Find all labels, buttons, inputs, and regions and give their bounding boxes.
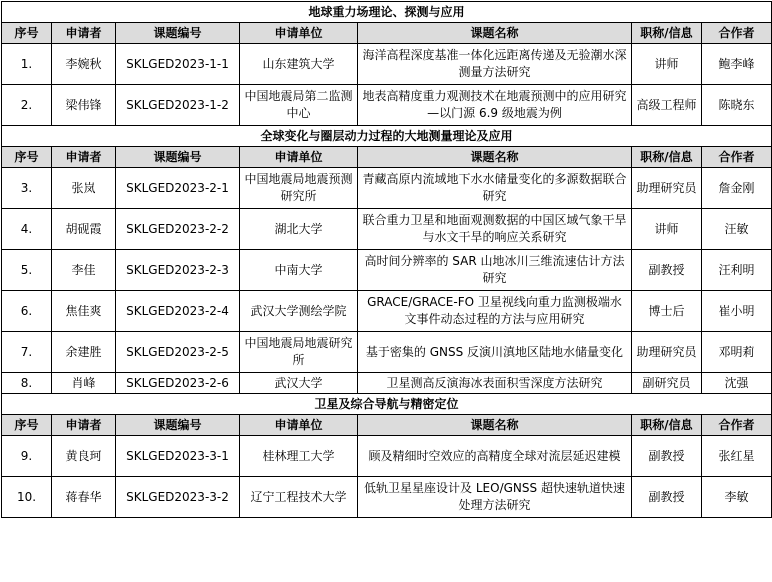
header-applicant: 申请者 bbox=[52, 23, 116, 44]
cell-position: 副教授 bbox=[632, 477, 702, 518]
cell-position: 副研究员 bbox=[632, 373, 702, 394]
header-applicant: 申请者 bbox=[52, 415, 116, 436]
cell-unit: 桂林理工大学 bbox=[240, 436, 358, 477]
table-row bbox=[2, 44, 772, 85]
section-title: 全球变化与圈层动力过程的大地测量理论及应用 bbox=[2, 126, 772, 147]
cell-code: SKLGED2023-2-1 bbox=[116, 168, 240, 209]
header-no: 序号 bbox=[2, 415, 52, 436]
cell-title: 高时间分辨率的 SAR 山地冰川三维流速估计方法研究 bbox=[358, 250, 632, 291]
cell-partner: 李敏 bbox=[702, 477, 772, 518]
header-no: 序号 bbox=[2, 147, 52, 168]
cell-code: SKLGED2023-2-6 bbox=[116, 373, 240, 394]
column-header-row bbox=[2, 23, 772, 44]
cell-title: 低轨卫星星座设计及 LEO/GNSS 超快速轨道快速处理方法研究 bbox=[358, 477, 632, 518]
cell-applicant: 焦佳爽 bbox=[52, 291, 116, 332]
cell-position: 副教授 bbox=[632, 436, 702, 477]
cell-applicant: 肖峰 bbox=[52, 373, 116, 394]
cell-unit: 武汉大学 bbox=[240, 373, 358, 394]
cell-code: SKLGED2023-1-2 bbox=[116, 85, 240, 126]
cell-code: SKLGED2023-2-2 bbox=[116, 209, 240, 250]
header-partner: 合作者 bbox=[702, 23, 772, 44]
table-row bbox=[2, 477, 772, 518]
cell-title: 海洋高程深度基准一体化远距离传递及无验潮水深测量方法研究 bbox=[358, 44, 632, 85]
cell-position: 助理研究员 bbox=[632, 332, 702, 373]
header-applicant: 申请者 bbox=[52, 147, 116, 168]
cell-applicant: 张岚 bbox=[52, 168, 116, 209]
cell-position: 高级工程师 bbox=[632, 85, 702, 126]
projects-table bbox=[1, 1, 772, 518]
header-position: 职称/信息 bbox=[632, 147, 702, 168]
header-title: 课题名称 bbox=[358, 23, 632, 44]
header-partner: 合作者 bbox=[702, 415, 772, 436]
cell-title: 卫星测高反演海冰表面积雪深度方法研究 bbox=[358, 373, 632, 394]
cell-position: 讲师 bbox=[632, 209, 702, 250]
header-title: 课题名称 bbox=[358, 415, 632, 436]
cell-partner: 沈强 bbox=[702, 373, 772, 394]
cell-applicant: 蒋春华 bbox=[52, 477, 116, 518]
cell-no: 6. bbox=[2, 291, 52, 332]
cell-position: 副教授 bbox=[632, 250, 702, 291]
cell-unit: 辽宁工程技术大学 bbox=[240, 477, 358, 518]
section-title: 地球重力场理论、探测与应用 bbox=[2, 2, 772, 23]
cell-partner: 邓明莉 bbox=[702, 332, 772, 373]
cell-no: 7. bbox=[2, 332, 52, 373]
header-code: 课题编号 bbox=[116, 147, 240, 168]
cell-no: 10. bbox=[2, 477, 52, 518]
section-title: 卫星及综合导航与精密定位 bbox=[2, 394, 772, 415]
cell-unit: 山东建筑大学 bbox=[240, 44, 358, 85]
cell-partner: 崔小明 bbox=[702, 291, 772, 332]
cell-unit: 中国地震局第二监测中心 bbox=[240, 85, 358, 126]
cell-position: 助理研究员 bbox=[632, 168, 702, 209]
cell-unit: 武汉大学测绘学院 bbox=[240, 291, 358, 332]
column-header-row bbox=[2, 147, 772, 168]
table-row bbox=[2, 209, 772, 250]
header-code: 课题编号 bbox=[116, 415, 240, 436]
table-row bbox=[2, 168, 772, 209]
header-no: 序号 bbox=[2, 23, 52, 44]
header-title: 课题名称 bbox=[358, 147, 632, 168]
table-row bbox=[2, 250, 772, 291]
cell-title: 地表高精度重力观测技术在地震预测中的应用研究—以门源 6.9 级地震为例 bbox=[358, 85, 632, 126]
cell-code: SKLGED2023-2-4 bbox=[116, 291, 240, 332]
cell-applicant: 梁伟锋 bbox=[52, 85, 116, 126]
cell-title: GRACE/GRACE-FO 卫星视线向重力监测极端水文事件动态过程的方法与应用研究 bbox=[358, 291, 632, 332]
cell-applicant: 黄良珂 bbox=[52, 436, 116, 477]
cell-no: 2. bbox=[2, 85, 52, 126]
cell-partner: 张红星 bbox=[702, 436, 772, 477]
header-unit: 申请单位 bbox=[240, 23, 358, 44]
table-row bbox=[2, 373, 772, 394]
section-header-row bbox=[2, 394, 772, 415]
header-code: 课题编号 bbox=[116, 23, 240, 44]
cell-no: 5. bbox=[2, 250, 52, 291]
header-partner: 合作者 bbox=[702, 147, 772, 168]
cell-unit: 中国地震局地震研究所 bbox=[240, 332, 358, 373]
section-header-row bbox=[2, 2, 772, 23]
cell-no: 1. bbox=[2, 44, 52, 85]
cell-no: 8. bbox=[2, 373, 52, 394]
cell-code: SKLGED2023-3-2 bbox=[116, 477, 240, 518]
cell-title: 联合重力卫星和地面观测数据的中国区域气象干旱与水文干旱的响应关系研究 bbox=[358, 209, 632, 250]
cell-no: 9. bbox=[2, 436, 52, 477]
cell-no: 4. bbox=[2, 209, 52, 250]
cell-code: SKLGED2023-2-3 bbox=[116, 250, 240, 291]
cell-applicant: 李婉秋 bbox=[52, 44, 116, 85]
cell-unit: 中国地震局地震预测研究所 bbox=[240, 168, 358, 209]
cell-code: SKLGED2023-2-5 bbox=[116, 332, 240, 373]
header-unit: 申请单位 bbox=[240, 147, 358, 168]
cell-applicant: 余建胜 bbox=[52, 332, 116, 373]
header-position: 职称/信息 bbox=[632, 415, 702, 436]
table-row bbox=[2, 291, 772, 332]
cell-partner: 陈晓东 bbox=[702, 85, 772, 126]
cell-unit: 湖北大学 bbox=[240, 209, 358, 250]
cell-position: 博士后 bbox=[632, 291, 702, 332]
cell-partner: 汪敏 bbox=[702, 209, 772, 250]
section-header-row bbox=[2, 126, 772, 147]
header-unit: 申请单位 bbox=[240, 415, 358, 436]
cell-partner: 詹金刚 bbox=[702, 168, 772, 209]
table-row bbox=[2, 332, 772, 373]
cell-position: 讲师 bbox=[632, 44, 702, 85]
table-row bbox=[2, 436, 772, 477]
cell-no: 3. bbox=[2, 168, 52, 209]
cell-title: 基于密集的 GNSS 反演川滇地区陆地水储量变化 bbox=[358, 332, 632, 373]
table-row bbox=[2, 85, 772, 126]
cell-partner: 汪利明 bbox=[702, 250, 772, 291]
cell-title: 青藏高原内流域地下水水储量变化的多源数据联合研究 bbox=[358, 168, 632, 209]
cell-code: SKLGED2023-3-1 bbox=[116, 436, 240, 477]
cell-code: SKLGED2023-1-1 bbox=[116, 44, 240, 85]
header-position: 职称/信息 bbox=[632, 23, 702, 44]
cell-partner: 鲍李峰 bbox=[702, 44, 772, 85]
cell-applicant: 李佳 bbox=[52, 250, 116, 291]
cell-title: 顾及精细时空效应的高精度全球对流层延迟建模 bbox=[358, 436, 632, 477]
cell-applicant: 胡砚霞 bbox=[52, 209, 116, 250]
column-header-row bbox=[2, 415, 772, 436]
cell-unit: 中南大学 bbox=[240, 250, 358, 291]
